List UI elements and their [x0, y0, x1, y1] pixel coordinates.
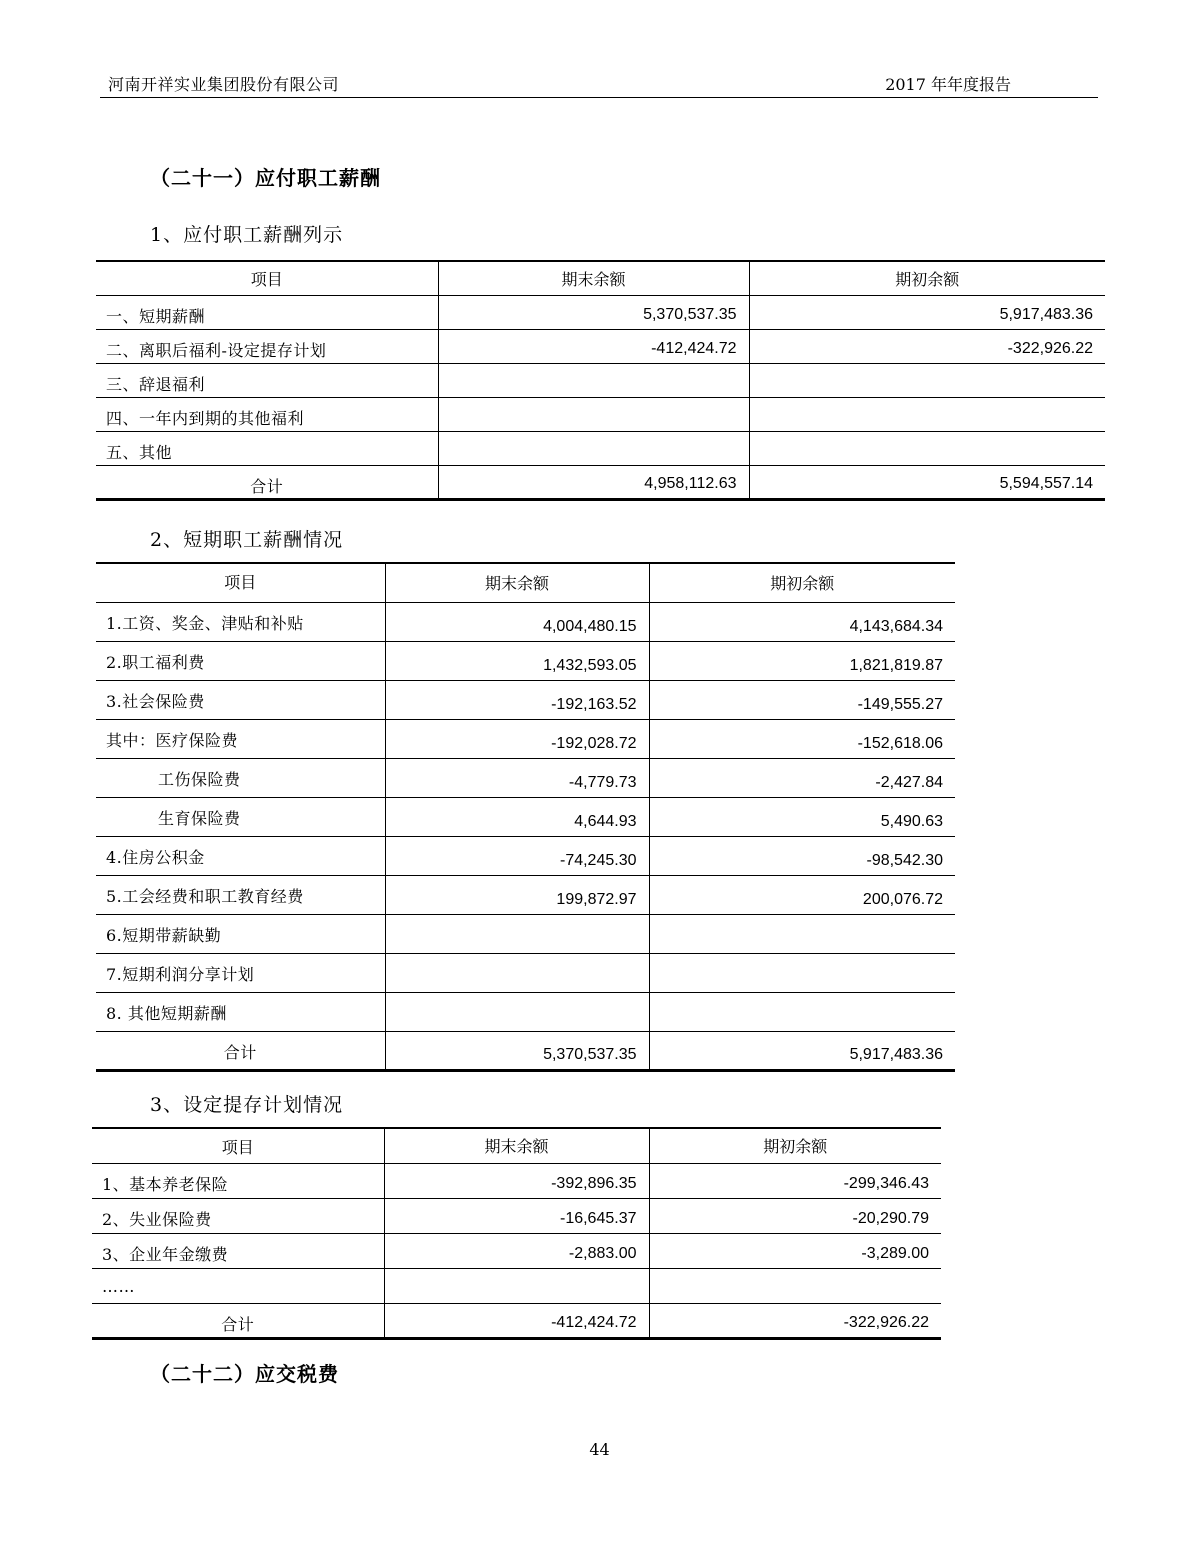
total-label: 合计	[92, 1303, 384, 1338]
page-header-company: 河南开祥实业集团股份有限公司	[108, 75, 340, 94]
end-balance-cell	[438, 431, 749, 465]
end-balance-cell: -4,779.73	[385, 758, 649, 797]
table-header-row	[96, 563, 955, 602]
section-title-22: （二十二）应交税费	[150, 1362, 339, 1386]
table2-title: 2、短期职工薪酬情况	[150, 529, 344, 551]
begin-balance-cell: 4,143,684.34	[649, 602, 955, 641]
begin-balance-cell: 5,917,483.36	[749, 295, 1105, 329]
row-label: 1.工资、奖金、津贴和补贴	[96, 602, 385, 641]
end-balance-cell: 1,432,593.05	[385, 641, 649, 680]
row-label: 3.社会保险费	[96, 680, 385, 719]
begin-balance-cell	[649, 992, 955, 1031]
section-title-21: （二十一）应付职工薪酬	[150, 166, 381, 190]
end-balance-cell: 4,644.93	[385, 797, 649, 836]
end-balance-cell: -192,163.52	[385, 680, 649, 719]
begin-balance-cell: -299,346.43	[649, 1163, 941, 1198]
begin-balance-cell	[749, 363, 1105, 397]
begin-balance-cell: -152,618.06	[649, 719, 955, 758]
row-label: 5.工会经费和职工教育经费	[96, 875, 385, 914]
row-label: 三、辞退福利	[96, 363, 438, 397]
table-row	[92, 1233, 941, 1268]
total-label: 合计	[96, 1031, 385, 1070]
table1-title: 1、应付职工薪酬列示	[150, 224, 344, 246]
end-balance-cell	[384, 1268, 649, 1303]
begin-balance-cell: 200,076.72	[649, 875, 955, 914]
begin-balance-cell	[649, 953, 955, 992]
begin-balance-cell: -322,926.22	[749, 329, 1105, 363]
table-row	[92, 1198, 941, 1233]
end-balance-cell	[385, 992, 649, 1031]
row-label: 二、离职后福利-设定提存计划	[96, 329, 438, 363]
row-label: 4.住房公积金	[96, 836, 385, 875]
begin-balance-cell: 5,917,483.36	[649, 1031, 955, 1070]
defined-contribution-table	[92, 1127, 941, 1340]
begin-balance-cell: -3,289.00	[649, 1233, 941, 1268]
end-balance-cell: -16,645.37	[384, 1198, 649, 1233]
end-balance-cell: 199,872.97	[385, 875, 649, 914]
table-row	[96, 914, 955, 953]
begin-balance-cell: -98,542.30	[649, 836, 955, 875]
begin-balance-cell: 5,594,557.14	[749, 465, 1105, 499]
table-row	[96, 836, 955, 875]
begin-balance-cell: 5,490.63	[649, 797, 955, 836]
begin-balance-cell: -2,427.84	[649, 758, 955, 797]
row-label: 8. 其他短期薪酬	[96, 992, 385, 1031]
end-balance-cell	[438, 363, 749, 397]
begin-balance-cell: -322,926.22	[649, 1303, 941, 1338]
end-balance-cell: -192,028.72	[385, 719, 649, 758]
table-header-row	[96, 261, 1105, 295]
table-row	[96, 363, 1105, 397]
begin-balance-cell	[749, 431, 1105, 465]
column-header-item: 项目	[250, 269, 283, 289]
table-row	[92, 1163, 941, 1198]
end-balance-cell: -392,896.35	[384, 1163, 649, 1198]
payroll-summary-table	[96, 260, 1105, 501]
table-row	[96, 875, 955, 914]
end-balance-cell: 5,370,537.35	[385, 1031, 649, 1070]
row-label: 6.短期带薪缺勤	[96, 914, 385, 953]
table-row	[96, 758, 955, 797]
begin-balance-cell	[749, 397, 1105, 431]
page-number: 44	[589, 1440, 610, 1459]
end-balance-cell: 5,370,537.35	[438, 295, 749, 329]
column-header-item: 项目	[224, 573, 257, 592]
table-total-row	[92, 1303, 941, 1338]
end-balance-cell	[385, 953, 649, 992]
column-header-end-balance: 期末余额	[384, 1128, 649, 1163]
table-row	[96, 992, 955, 1031]
end-balance-cell	[385, 914, 649, 953]
row-label: 四、一年内到期的其他福利	[96, 397, 438, 431]
table-header-row	[92, 1128, 941, 1163]
begin-balance-cell: 1,821,819.87	[649, 641, 955, 680]
begin-balance-cell: -20,290.79	[649, 1198, 941, 1233]
page-header-report: 2017 年年度报告	[885, 75, 1011, 94]
table-row	[96, 329, 1105, 363]
row-label: 2、失业保险费	[92, 1198, 384, 1233]
table-row	[96, 719, 955, 758]
header-rule	[100, 97, 1098, 98]
table-row	[96, 953, 955, 992]
begin-balance-cell: -149,555.27	[649, 680, 955, 719]
row-label: 1、基本养老保险	[92, 1163, 384, 1198]
end-balance-cell: 4,004,480.15	[385, 602, 649, 641]
row-label: 7.短期利润分享计划	[96, 953, 385, 992]
table-row	[96, 641, 955, 680]
column-header-end-balance: 期末余额	[385, 563, 649, 602]
row-label: 3、企业年金缴费	[92, 1233, 384, 1268]
table-total-row	[96, 1031, 955, 1070]
table-row	[96, 295, 1105, 329]
row-label: 工伤保险费	[96, 758, 385, 797]
column-header-begin-balance: 期初余额	[649, 563, 955, 602]
short-term-payroll-table	[96, 562, 955, 1072]
column-header-begin-balance: 期初余额	[749, 261, 1105, 295]
row-label: 生育保险费	[96, 797, 385, 836]
table-total-row	[96, 465, 1105, 499]
column-header-begin-balance: 期初余额	[649, 1128, 941, 1163]
begin-balance-cell	[649, 1268, 941, 1303]
table-row	[96, 680, 955, 719]
total-label: 合计	[96, 465, 438, 499]
table-row	[92, 1268, 941, 1303]
row-label: 五、其他	[96, 431, 438, 465]
column-header-end-balance: 期末余额	[438, 261, 749, 295]
table-row	[96, 797, 955, 836]
end-balance-cell: -412,424.72	[438, 329, 749, 363]
row-label: ……	[92, 1268, 384, 1303]
end-balance-cell: 4,958,112.63	[438, 465, 749, 499]
begin-balance-cell	[649, 914, 955, 953]
table-row	[96, 431, 1105, 465]
row-label: 一、短期薪酬	[96, 295, 438, 329]
table-row	[96, 397, 1105, 431]
row-label: 2.职工福利费	[96, 641, 385, 680]
table-row	[96, 602, 955, 641]
end-balance-cell	[438, 397, 749, 431]
end-balance-cell: -412,424.72	[384, 1303, 649, 1338]
row-label: 其中：医疗保险费	[96, 719, 385, 758]
end-balance-cell: -2,883.00	[384, 1233, 649, 1268]
table3-title: 3、设定提存计划情况	[150, 1094, 344, 1116]
end-balance-cell: -74,245.30	[385, 836, 649, 875]
column-header-item: 项目	[221, 1138, 254, 1157]
